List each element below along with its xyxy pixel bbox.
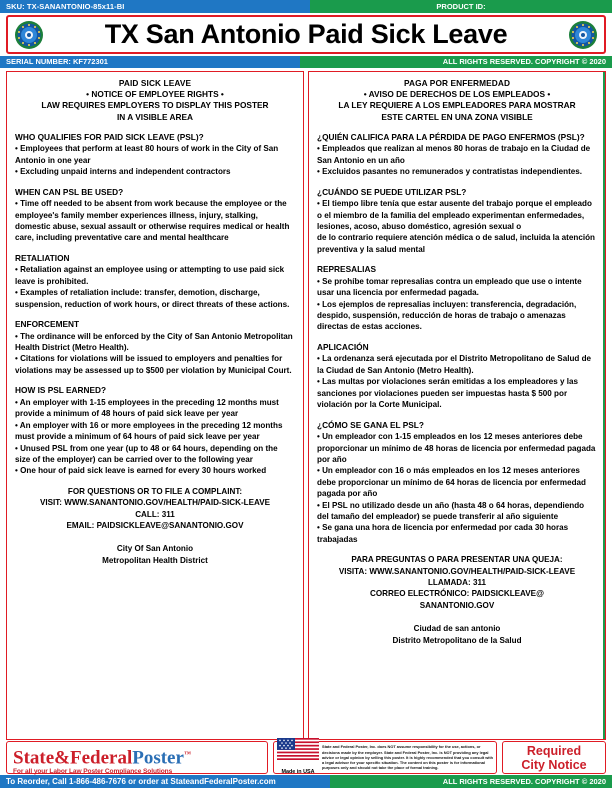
section-item: • One hour of paid sick leave is earned for every 30 hours worked (15, 466, 267, 476)
contact-line: VISITA: WWW.SANANTONIO.GOV/HEALTH/PAID-SICK-LEAVE (338, 566, 576, 576)
english-head-line-1: PAID SICK LEAVE (118, 78, 192, 88)
section-item: • Retaliation against an employee using or attempting to use paid sick leave is prohibited. (15, 265, 285, 286)
brand-logo-text (13, 744, 261, 768)
spanish-head-line-3: LA LEY REQUIERE A LOS EMPLEADORES PARA MOSTRAR (338, 100, 576, 111)
english-head-line-3: LAW REQUIRES EMPLOYERS TO DISPLAY THIS POSTER (41, 100, 269, 111)
agency-line: City Of San Antonio (116, 544, 194, 554)
agency-line: Metropolitan Health District (102, 555, 208, 565)
contact-line: LLAMADA: 311 (427, 577, 486, 587)
notice-line-1: Required (526, 743, 582, 758)
section-block (317, 420, 597, 546)
agency-line: Distrito Metropolitano de la Salud (392, 635, 522, 645)
disclaimer-box (273, 741, 497, 774)
spanish-sections (317, 132, 597, 545)
section-item: de lo contrario requiere atención médica o de salud, incluida la atención preventiva y la salud mental (317, 233, 595, 254)
english-contact-block (15, 486, 295, 532)
section-heading: APLICACIÓN (317, 341, 369, 352)
section-heading: REPRESALIAS (317, 264, 377, 275)
section-item: • Se gana una hora de licencia por enfermedad por cada 30 horas trabajadas (317, 523, 569, 544)
top-meta-bar (0, 0, 612, 13)
section-item: • The ordinance will be enforced by the City of San Antonio Metropolitan Health District (Metro Health). (15, 331, 293, 353)
contact-line: CORREO ELECTRÓNICO: PAIDSICKLEAVE@ (370, 589, 544, 599)
section-heading: ¿CÓMO SE GANA EL PSL? (317, 419, 424, 430)
poster-title-band (6, 15, 606, 54)
english-sections (15, 132, 295, 477)
section-block (317, 264, 597, 333)
contact-line: FOR QUESTIONS OR TO FILE A COMPLAINT: (67, 486, 243, 496)
section-heading: WHEN CAN PSL BE USED? (15, 186, 124, 197)
section-block (317, 187, 597, 256)
contact-line: CALL: 311 (135, 509, 175, 519)
section-heading: HOW IS PSL EARNED? (15, 385, 107, 396)
made-in-usa-label: Made in USA (281, 768, 315, 775)
city-seal-icon-left (14, 20, 44, 50)
section-heading: ¿QUIÉN CALIFICA PARA LA PÉRDIDA DE PAGO ENFERMOS (PSL)? (317, 131, 585, 142)
contact-line: EMAIL: PAIDSICKLEAVE@SANANTONIO.GOV (66, 520, 244, 530)
brand-name-part-2: Poster (132, 747, 184, 769)
section-item: • Employees that perform at least 80 hours of work in the City of San Antonio in one year (15, 144, 279, 165)
serial-bar (0, 56, 612, 68)
section-item: • Empleados que realizan al menos 80 horas de trabajo en la Ciudad de San Antonio en un año (317, 144, 591, 165)
brand-name-part-1: State&Federal (13, 747, 133, 769)
english-head-line-4: IN A VISIBLE AREA (116, 111, 194, 122)
contact-line: SANANTONIO.GOV (419, 600, 495, 610)
footer-bar (0, 775, 612, 788)
section-block (15, 187, 295, 244)
section-item: • El tiempo libre tenía que estar ausente del trabajo porque el empleado o el miembro de la familia del empleado experimentan enfermedades, lesiones, acoso, abuso doméstico, agresión sexual o (317, 199, 592, 232)
section-item: • Se prohíbe tomar represalias contra un empleado que use o intente usar una licencia por enfermedad pagada. (317, 276, 582, 298)
english-head-line-2: • NOTICE OF EMPLOYEE RIGHTS • (86, 89, 224, 100)
trademark-icon: ™ (183, 750, 191, 758)
required-city-notice-box (502, 741, 606, 774)
section-item: • Time off needed to be absent from work because the employee or the employee's family member experiences illness, injury, stalking, domestic abuse, sexual assault or otherwise requires medical or health care, including preventative care and mental healthcare (15, 199, 290, 243)
spanish-head-line-2: • AVISO DE DERECHOS DE LOS EMPLEADOS • (363, 89, 551, 100)
section-block (15, 385, 295, 476)
section-item: • Las multas por violaciones serán emitidas a los empleadores y las sanciones por violaciones pueden ser impuestas hasta $ 500 por violación por la Corte Municipal. (317, 377, 579, 410)
section-item: • Un empleador con 16 o más empleados en los 12 meses anteriores debe proporcionar un mínimo de 64 horas de licencia por enfermedad pagada por año (317, 466, 586, 499)
sku-label: SKU: TX-SANANTONIO-85x11-BI (0, 0, 310, 13)
reorder-label: To Reorder, Call 1-866-486-7676 or order at StateandFederalPoster.com (0, 775, 330, 788)
serial-number-label: SERIAL NUMBER: KF772301 (0, 56, 300, 68)
section-item: • El PSL no utilizado desde un año (hasta 48 o 64 horas, dependiendo del tamaño del empleador) se puede transferir al año siguiente (317, 500, 585, 521)
poster-footer (0, 737, 612, 792)
brand-tagline: For all your Labor Law Poster Compliance Solutions (13, 768, 173, 776)
contact-line: VISIT: WWW.SANANTONIO.GOV/HEALTH/PAID-SICK-LEAVE (39, 498, 271, 508)
disclaimer-text: State and Federal Poster, Inc. does NOT assume responsibility for the use, actions, or decisions made by the employer. State and Federal Poster, Inc. is NOT providing any legal advice or legal opinion by selling this poster. It is highly recommended that you consult with a legal advisor for your specific situation. The content on this poster is for informational purposes only and should not take the place of formal training. (322, 744, 493, 771)
section-block (317, 342, 597, 411)
english-agency-block (15, 543, 295, 566)
section-heading: RETALIATION (15, 252, 70, 263)
english-poster-heading (15, 78, 295, 123)
section-block (15, 132, 295, 178)
spanish-agency-block (317, 623, 597, 646)
usa-flag-icon (277, 738, 319, 760)
copyright-label-bottom: ALL RIGHTS RESERVED. COPYRIGHT © 2020 (330, 775, 612, 788)
product-id-label: PRODUCT ID: (310, 0, 612, 13)
footer-boxes (0, 737, 612, 775)
section-item: • Unused PSL from one year (up to 48 or 64 hours, depending on the size of the employer) can be carried over to the following year (15, 443, 278, 464)
city-seal-icon-right (568, 20, 598, 50)
usa-flag-group (277, 738, 319, 778)
section-item: • Excluidos pasantes no remunerados y contratistas independientes. (317, 167, 583, 177)
section-item: • Examples of retaliation include: transfer, demotion, discharge, suspension, reduction of work hours, or direct threats of these actions. (15, 288, 290, 309)
brand-logo-box (6, 741, 268, 774)
section-heading: WHO QUALIFIES FOR PAID SICK LEAVE (PSL)? (15, 131, 204, 142)
contact-line: PARA PREGUNTAS O PARA PRESENTAR UNA QUEJA: (351, 555, 563, 565)
section-heading: ¿CUÁNDO SE PUEDE UTILIZAR PSL? (317, 186, 467, 197)
notice-line-2: City Notice (521, 757, 587, 772)
section-block (15, 253, 295, 310)
spanish-contact-block (317, 554, 597, 611)
section-item: • La ordenanza será ejecutada por el Distrito Metropolitano de Salud de la Ciudad de San Antonio (Metro Health). (317, 354, 592, 375)
spanish-head-line-4: ESTE CARTEL EN UNA ZONA VISIBLE (381, 111, 533, 122)
page-title: TX San Antonio Paid Sick Leave (104, 19, 508, 49)
section-block (317, 132, 597, 178)
section-item: • Un empleador con 1-15 empleados en los 12 meses anteriores debe proporcionar un mínimo de 48 horas de licencia por enfermedad pagada por año (317, 432, 596, 464)
section-block (15, 319, 295, 376)
section-heading: ENFORCEMENT (15, 319, 80, 330)
agency-line: Ciudad de san antonio (413, 624, 501, 634)
section-item: • Citations for violations will be issued to employers and penalties for violations may be assessed up to $500 per violation by Municipal Court. (15, 354, 292, 375)
spanish-poster-heading (317, 78, 597, 123)
copyright-label-top: ALL RIGHTS RESERVED. COPYRIGHT © 2020 (300, 56, 612, 68)
section-item: • Excluding unpaid interns and independent contractors (15, 167, 231, 177)
poster-columns (0, 68, 612, 740)
section-item: • An employer with 1-15 employees in the preceding 12 months must provide a minimum of 48 hours of paid sick leave per year (15, 397, 279, 419)
english-column (6, 71, 304, 740)
spanish-column (308, 71, 606, 740)
section-item: • An employer with 16 or more employees in the preceding 12 months must provide a minimum of 64 hours of paid sick leave per year (15, 420, 283, 442)
spanish-head-line-1: PAGA POR ENFERMEDAD (403, 78, 511, 88)
section-item: • Los ejemplos de represalias incluyen: transferencia, degradación, despido, suspensión, reducción de horas de trabajo o amenazas directas de estas acciones. (317, 299, 577, 332)
